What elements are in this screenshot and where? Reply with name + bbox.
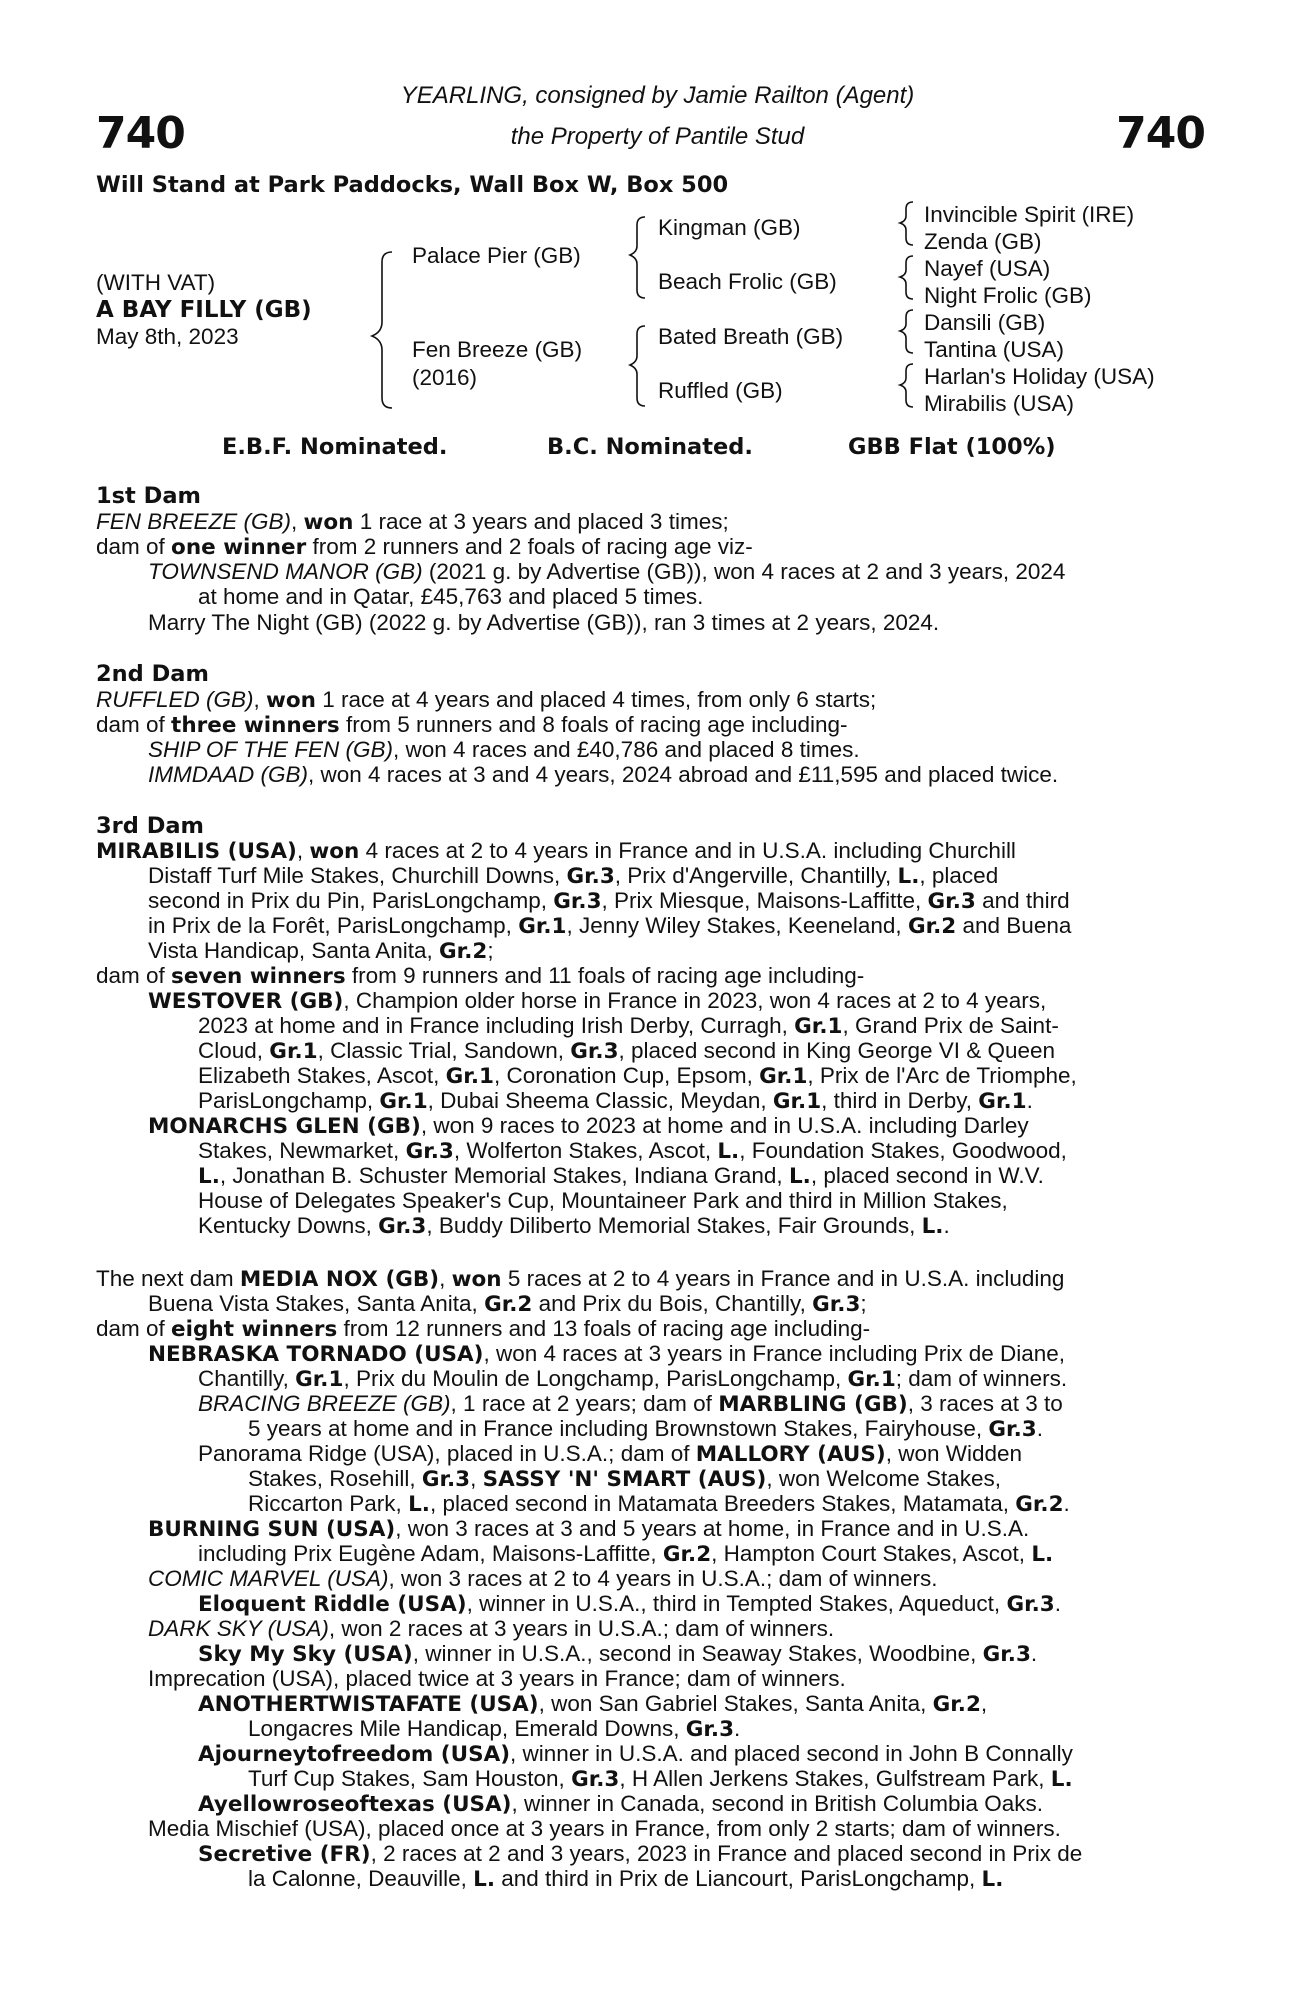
dam-dam: Ruffled (GB)	[658, 378, 783, 403]
second-dam-record: RUFFLED (GB), won 1 race at 4 years and placed 4 times, from only 6 starts;	[96, 687, 877, 713]
next-dam-line-1: The next dam MEDIA NOX (GB), won 5 races at 2 to 4 years in France and in U.S.A. including	[96, 1266, 1065, 1292]
imprecation-line: Imprecation (USA), placed twice at 3 years in France; dam of winners.	[148, 1666, 846, 1691]
third-dam-record-2: Distaff Turf Mile Stakes, Churchill Downs, Gr.3, Prix d'Angerville, Chantilly, L., placed	[148, 863, 999, 889]
burning-sun-line-1: BURNING SUN (USA), won 3 races at 3 and 5 years at home, in France and in U.S.A.	[148, 1516, 1030, 1542]
lot-number-right: 740	[1116, 108, 1205, 159]
anothertwistafate-line-1: ANOTHERTWISTAFATE (USA), won San Gabriel Stakes, Santa Anita, Gr.2,	[198, 1691, 988, 1717]
dam-year: (2016)	[412, 365, 478, 390]
bracing-breeze-line-1: BRACING BREEZE (GB), 1 race at 2 years; dam of MARBLING (GB), 3 races at 3 to	[198, 1391, 1063, 1417]
comic-marvel-line: COMIC MARVEL (USA), won 3 races at 2 to 4 years in U.S.A.; dam of winners.	[148, 1566, 938, 1591]
brace-dam	[630, 326, 645, 406]
second-dam-heading: 2nd Dam	[96, 661, 209, 687]
nebraska-tornado-line-1: NEBRASKA TORNADO (USA), won 4 races at 3 years in France including Prix de Diane,	[148, 1341, 1066, 1367]
horse-name: A BAY FILLY (GB)	[96, 297, 312, 323]
second-dam-offspring-2: IMMDAAD (GB), won 4 races at 3 and 4 years, 2024 abroad and £11,595 and placed twice.	[148, 762, 1059, 787]
third-dam-produce: dam of seven winners from 9 runners and 11 foals of racing age including-	[96, 963, 865, 989]
dark-sky-line: DARK SKY (USA), won 2 races at 3 years in U.S.A.; dam of winners.	[148, 1616, 835, 1641]
foaling-date: May 8th, 2023	[96, 324, 239, 349]
third-dam-record-1: MIRABILIS (USA), won 4 races at 2 to 4 years in France and in U.S.A. including Churchill	[96, 838, 1016, 864]
westover-line-2: 2023 at home and in France including Irish Derby, Curragh, Gr.1, Grand Prix de Saint-	[198, 1013, 1059, 1039]
gen3-5: Dansili (GB)	[924, 310, 1046, 335]
property-line: the Property of Pantile Stud	[510, 123, 805, 150]
gen3-7: Harlan's Holiday (USA)	[924, 364, 1155, 389]
first-dam-offspring-1-cont: at home and in Qatar, £45,763 and placed 5 times.	[198, 584, 704, 609]
eloquent-riddle-line: Eloquent Riddle (USA), winner in U.S.A., third in Tempted Stakes, Aqueduct, Gr.3.	[198, 1591, 1062, 1617]
westover-line-1: WESTOVER (GB), Champion older horse in France in 2023, won 4 races at 2 to 4 years,	[148, 988, 1047, 1014]
bracing-breeze-line-2: 5 years at home and in France including Brownstown Stakes, Fairyhouse, Gr.3.	[248, 1416, 1043, 1442]
panorama-ridge-line-3: Riccarton Park, L., placed second in Matamata Breeders Stakes, Matamata, Gr.2.	[248, 1491, 1070, 1517]
gen3-1: Invincible Spirit (IRE)	[924, 202, 1135, 227]
monarchs-glen-line-3: L., Jonathan B. Schuster Memorial Stakes, Indiana Grand, L., placed second in W.V.	[198, 1163, 1044, 1189]
secretive-line-1: Secretive (FR), 2 races at 2 and 3 years, 2023 in France and placed second in Prix de	[198, 1841, 1083, 1867]
gen3-8: Mirabilis (USA)	[924, 391, 1075, 416]
sire-name: Palace Pier (GB)	[412, 243, 581, 268]
third-dam-record-4: in Prix de la Forêt, ParisLongchamp, Gr.1, Jenny Wiley Stakes, Keeneland, Gr.2 and Buena	[148, 913, 1072, 939]
bc-nomination: B.C. Nominated.	[547, 434, 753, 460]
brace-g34	[900, 256, 913, 299]
second-dam-offspring-1: SHIP OF THE FEN (GB), won 4 races and £40,786 and placed 8 times.	[148, 737, 860, 762]
gen3-6: Tantina (USA)	[924, 337, 1065, 362]
first-dam-offspring-1: TOWNSEND MANOR (GB) (2021 g. by Advertise (GB)), won 4 races at 2 and 3 years, 2024	[148, 559, 1066, 584]
gbb-flat: GBB Flat (100%)	[848, 434, 1056, 460]
brace-g78	[900, 364, 913, 407]
consignor-line: YEARLING, consigned by Jamie Railton (Agent)	[400, 82, 915, 109]
sire-sire: Kingman (GB)	[658, 215, 801, 240]
monarchs-glen-line-2: Stakes, Newmarket, Gr.3, Wolferton Stakes, Ascot, L., Foundation Stakes, Goodwood,	[198, 1138, 1067, 1164]
monarchs-glen-line-4: House of Delegates Speaker's Cup, Mountaineer Park and third in Million Stakes,	[198, 1188, 1008, 1213]
panorama-ridge-line-2: Stakes, Rosehill, Gr.3, SASSY 'N' SMART (AUS), won Welcome Stakes,	[248, 1466, 1002, 1492]
secretive-line-2: la Calonne, Deauville, L. and third in Prix de Liancourt, ParisLongchamp, L.	[248, 1866, 1004, 1892]
third-dam-record-5: Vista Handicap, Santa Anita, Gr.2;	[148, 938, 494, 964]
ebf-nomination: E.B.F. Nominated.	[222, 434, 448, 460]
first-dam-offspring-2: Marry The Night (GB) (2022 g. by Advertise (GB)), ran 3 times at 2 years, 2024.	[148, 610, 940, 635]
lot-number-left: 740	[96, 108, 185, 159]
westover-line-5: ParisLongchamp, Gr.1, Dubai Sheema Classic, Meydan, Gr.1, third in Derby, Gr.1.	[198, 1088, 1033, 1114]
sire-dam: Beach Frolic (GB)	[658, 269, 837, 294]
ajourneytofreedom-line-2: Turf Cup Stakes, Sam Houston, Gr.3, H Allen Jerkens Stakes, Gulfstream Park, L.	[248, 1766, 1073, 1792]
monarchs-glen-line-1: MONARCHS GLEN (GB), won 9 races to 2023 at home and in U.S.A. including Darley	[148, 1113, 1029, 1139]
dam-sire: Bated Breath (GB)	[658, 324, 844, 349]
westover-line-4: Elizabeth Stakes, Ascot, Gr.1, Coronation Cup, Epsom, Gr.1, Prix de l'Arc de Triomphe,	[198, 1063, 1077, 1089]
anothertwistafate-line-2: Longacres Mile Handicap, Emerald Downs, Gr.3.	[248, 1716, 741, 1742]
sky-my-sky-line: Sky My Sky (USA), winner in U.S.A., second in Seaway Stakes, Woodbine, Gr.3.	[198, 1641, 1038, 1667]
third-dam-heading: 3rd Dam	[96, 813, 204, 839]
brace-sire	[630, 217, 645, 298]
media-mischief-line: Media Mischief (USA), placed once at 3 years in France, from only 2 starts; dam of winners.	[148, 1816, 1061, 1841]
nebraska-tornado-line-2: Chantilly, Gr.1, Prix du Moulin de Longchamp, ParisLongchamp, Gr.1; dam of winners.	[198, 1366, 1068, 1392]
brace-g12	[900, 202, 913, 245]
panorama-ridge-line-1: Panorama Ridge (USA), placed in U.S.A.; dam of MALLORY (AUS), won Widden	[198, 1441, 1023, 1467]
brace-g56	[900, 310, 913, 353]
burning-sun-line-2: including Prix Eugène Adam, Maisons-Laffitte, Gr.2, Hampton Court Stakes, Ascot, L.	[198, 1541, 1054, 1567]
first-dam-heading: 1st Dam	[96, 483, 201, 509]
second-dam-produce: dam of three winners from 5 runners and 8 foals of racing age including-	[96, 712, 848, 738]
gen3-2: Zenda (GB)	[924, 229, 1042, 254]
first-dam-record: FEN BREEZE (GB), won 1 race at 3 years and placed 3 times;	[96, 509, 729, 535]
ajourneytofreedom-line-1: Ajourneytofreedom (USA), winner in U.S.A. and placed second in John B Connally	[198, 1741, 1073, 1767]
brace-main	[372, 252, 392, 408]
third-dam-record-3: second in Prix du Pin, ParisLongchamp, Gr.3, Prix Miesque, Maisons-Laffitte, Gr.3 and third	[148, 888, 1070, 914]
next-dam-produce: dam of eight winners from 12 runners and 13 foals of racing age including-	[96, 1316, 871, 1342]
first-dam-produce: dam of one winner from 2 runners and 2 foals of racing age viz-	[96, 534, 753, 560]
stall-location: Will Stand at Park Paddocks, Wall Box W, Box 500	[96, 172, 729, 198]
gen3-4: Night Frolic (GB)	[924, 283, 1092, 308]
monarchs-glen-line-5: Kentucky Downs, Gr.3, Buddy Diliberto Memorial Stakes, Fair Grounds, L..	[198, 1213, 950, 1239]
ayellowroseoftexas-line: Ayellowroseoftexas (USA), winner in Canada, second in British Columbia Oaks.	[198, 1791, 1043, 1817]
next-dam-line-2: Buena Vista Stakes, Santa Anita, Gr.2 and Prix du Bois, Chantilly, Gr.3;	[148, 1291, 867, 1317]
vat-label: (WITH VAT)	[96, 270, 216, 295]
westover-line-3: Cloud, Gr.1, Classic Trial, Sandown, Gr.3, placed second in King George VI & Queen	[198, 1038, 1056, 1064]
gen3-3: Nayef (USA)	[924, 256, 1051, 281]
dam-name: Fen Breeze (GB)	[412, 337, 583, 362]
